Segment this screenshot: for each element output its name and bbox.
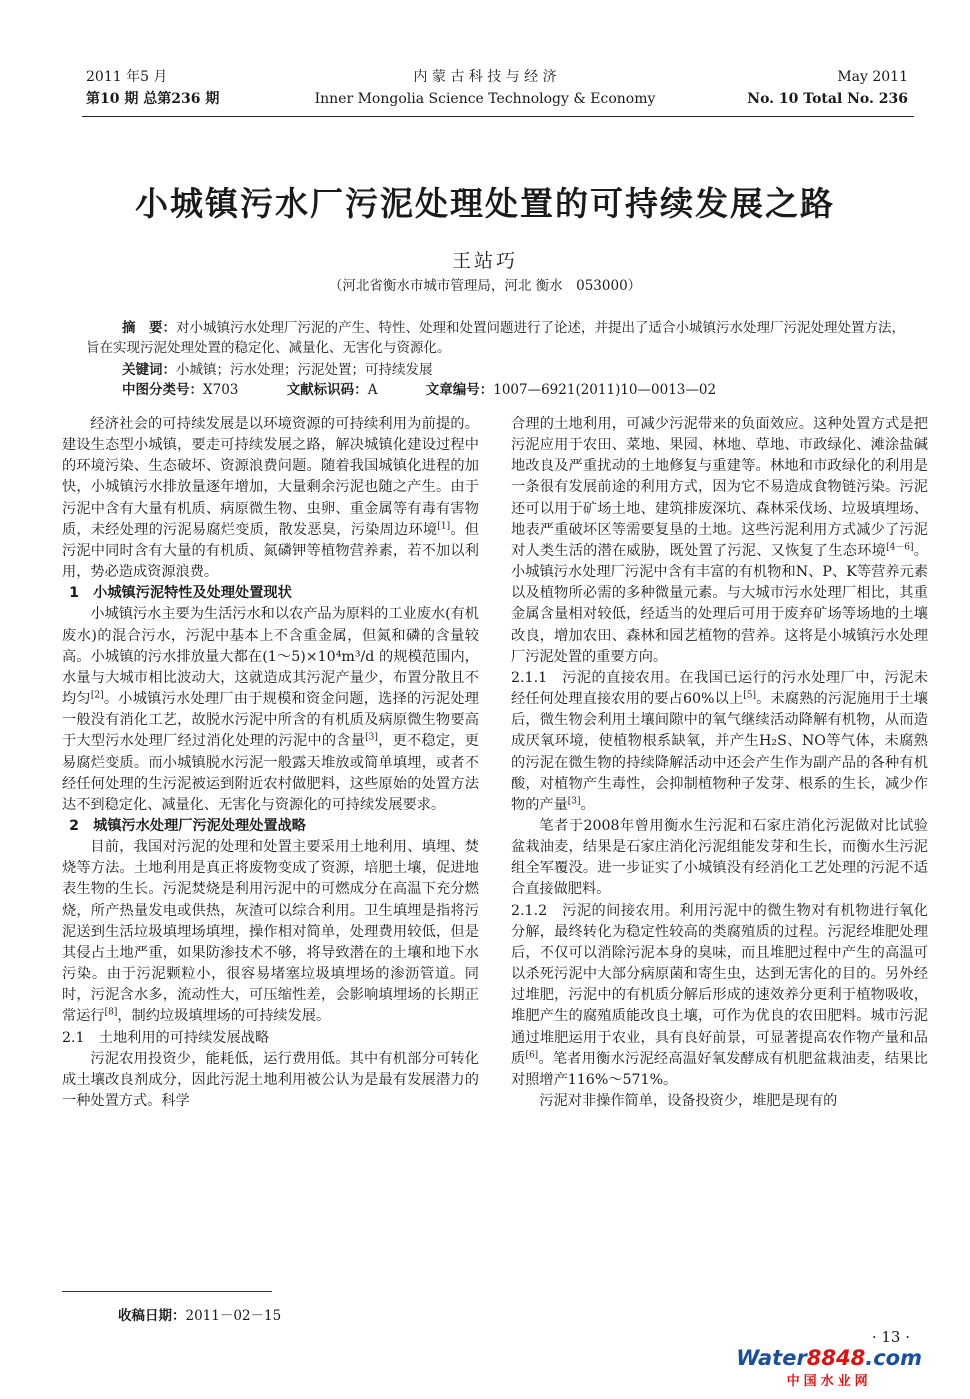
citation: [8] <box>104 1007 118 1018</box>
article-affiliation: （河北省衡水市城市管理局，河北 衡水 053000） <box>328 278 642 294</box>
header-journal-en: Inner Mongolia Science Technology & Economy <box>314 91 656 107</box>
keywords <box>86 360 908 380</box>
keywords-label: 关键词： <box>122 362 176 378</box>
paragraph: 合理的土地利用，可减少污泥带来的负面效应。这种处置方式是把污泥应用于农田、菜地、果园、林地、草地、市政绿化、滩涂盐碱地改良及严重扰动的土地修复与重建等。林地和市政绿化的利用是一条很有发展前途的利用方式，因为它不易造成食物链污染。污泥还可以用于矿场土地、建筑排废深坑、森林采伐场、垃圾填埋场、地表严重破坏区等需要复垦的土地。这些污泥利用方式减少了污泥对人类生活的潜在威胁，既处置了污泥、又恢复了生态环境[4－6]。小城镇污水处理厂污泥中含有丰富的有机物和N、P、K等营养元素以及植物所必需的多种微量元素。与大城市污水处理厂相比，其重金属含量相对较低，经适当的处理后可用于废弃矿场等场地的土壤改良，增加农田、森林和园艺植物的营养。这将是小城镇污水处理厂污泥处置的重要方向。 <box>511 416 928 665</box>
doc-code-label: 文献标识码： <box>286 382 368 398</box>
paragraph: 目前，我国对污泥的处理和处置主要采用土地利用、填埋、焚烧等方法。土地利用是真正将废物变成了资源，培肥土壤，促进地表生物的生长。污泥焚烧是利用污泥中的可燃成分在高温下充分燃烧，所产热量发电或供热，灰渣可以综合利用。卫生填埋是指将污泥送到生活垃圾填埋场填埋，操作相对简单，处理费用较低，但是其侵占土地严重，如果防渗技术不够，将导致潜在的土壤和地下水污染。由于污泥颗粒小，很容易堵塞垃圾填埋场的渗沥管道。同时，污泥含水多，流动性大，可压缩性差，会影响填埋场的长期正常运行[8]，制约垃圾填埋场的可持续发展。 <box>62 839 479 1025</box>
header-date-en: May 2011 <box>837 69 908 85</box>
article-author: 王站巧 <box>451 250 518 272</box>
subsection-number: 2.1.2 <box>511 902 548 919</box>
paragraph: 笔者于2008年曾用衡水生污泥和石家庄消化污泥做对比试验盆栽油麦，结果是石家庄消化污泥组能发芽和生长，而衡水生污泥组全军覆没。进一步证实了小城镇没有经消化工艺处理的污泥不适合直接做肥料。 <box>511 817 928 898</box>
paragraph: 小城镇污水主要为生活污水和以农产品为原料的工业废水(有机废水)的混合污水，污泥中基本上不含重金属，但氮和磷的含量较高。小城镇的污水排放量大都在(1～5)×10⁴m³/d 的规模范围内，水量与大城市相比波动大，这就造成其污泥产量少，布置分散且不均匀[2]。小城镇污水处理厂由于规模和资金问题，选择的污泥处理一般没有消化工艺，故脱水污泥中所含的有机质及病原微生物要高于大型污水处理厂经过消化处理的污泥中的含量[3]，更不稳定，更易腐烂变质。而小城镇脱水污泥一般露天堆放或简单填埋，或者不经任何处理的生污泥被运到附近农村做肥料，这些原始的处置方法达不到稳定化、减量化、无害化与资源化的可持续发展要求。 <box>62 606 479 813</box>
watermark-logo: Water8848.com 中国水业网 <box>736 1346 922 1389</box>
citation: [6] <box>525 1049 539 1060</box>
subsection-heading-2-1: 2.1 土地利用的可持续发展战略 <box>62 1029 270 1046</box>
citation: [2] <box>90 690 104 701</box>
abstract <box>86 318 908 358</box>
footnote-divider <box>62 1291 272 1292</box>
citation: [5] <box>743 690 757 701</box>
paragraph: 经济社会的可持续发展是以环境资源的可持续利用为前提的。建设生态型小城镇，要走可持续发展之路，解决城镇化建设过程中的环境污染、生态破坏、资源浪费问题。随着我国城镇化进程的加快，小城镇污水排放量逐年增加，大量剩余污泥也随之产生。由于污泥中含有大量有机质、病原微生物、虫卵、重金属等有毒有害物质，未经处理的污泥易腐烂变质，散发恶臭，污染周边环境[1]。但污泥中同时含有大量的有机质、氮磷钾等植物营养素，若不加以利用，势必造成资源浪费。 <box>62 416 479 581</box>
subsection-number: 2.1.1 <box>511 669 548 686</box>
doc-code-value: A <box>367 382 378 398</box>
citation: [4－6] <box>886 542 914 553</box>
classification-line <box>86 380 908 400</box>
paragraph: 污泥农用投资少，能耗低，运行费用低。其中有机部分可转化成土壤改良剂成分，因此污泥土地利用被公认为是最有发展潜力的一种处置方式。科学 <box>62 1050 479 1109</box>
section-heading-1: 1 小城镇污泥特性及处理处置现状 <box>69 585 292 602</box>
citation: [3] <box>567 796 581 807</box>
header-journal-cn: 内 蒙 古 科 技 与 经 济 <box>413 69 557 85</box>
abstract-text: 对小城镇污水处理厂污泥的产生、特性、处理和处置问题进行了论述，并提出了适合小城镇污水处理厂污泥处理处置方法，旨在实现污泥处理处置的稳定化、减量化、无害化与资源化。 <box>86 320 905 356</box>
header-divider <box>82 116 914 117</box>
page-number: · 13 · <box>871 1328 910 1346</box>
subsection-2-1-2: 2.1.2 污泥的间接农用。利用污泥中的微生物对有机物进行氧化分解，最终转化为稳定性较高的类腐殖质的过程。污泥经堆肥处理后，不仅可以消除污泥本身的臭味，而且堆肥过程中产生的高温可以杀死污泥中大部分病原菌和寄生虫，达到无害化的目的。另外经过堆肥，污泥中的有机质分解后形成的速效养分更利于植物吸收，堆肥产生的腐殖质能改良土壤，可作为优良的农田肥料。城市污泥通过堆肥运用于农业，具有良好前景，可显著提高农作物产量和品质[6]。笔者用衡水污泥经高温好氧发酵成有机肥盆栽油麦，结果比对照增产116%～571%。 <box>511 902 928 1088</box>
article-title: 小城镇污水厂污泥处理处置的可持续发展之路 <box>135 184 835 223</box>
section-heading-2: 2 城镇污水处理厂污泥处理处置战略 <box>69 817 306 834</box>
clc-label: 中图分类号： <box>122 382 203 398</box>
header-issue-cn: 第10 期 总第236 期 <box>86 91 220 107</box>
abstract-label: 摘 要： <box>122 320 176 336</box>
header-date-cn: 2011 年5 月 <box>86 69 168 85</box>
body-column-left <box>62 414 479 1112</box>
received-date <box>118 1304 281 1324</box>
article-no-label: 文章编号： <box>425 382 494 398</box>
citation: [3] <box>365 732 378 743</box>
watermark-cn: 中国水业网 <box>786 1374 872 1389</box>
article-no-value: 1007—6921(2011)10—0013—02 <box>493 382 717 398</box>
received-label: 收稿日期： <box>118 1308 186 1324</box>
header-right <box>747 66 908 110</box>
header-left <box>86 66 219 110</box>
received-value: 2011－02－15 <box>185 1308 282 1324</box>
header-issue-en: No. 10 Total No. 236 <box>747 91 908 107</box>
paragraph: 污泥对非操作简单，设备投资少，堆肥是现有的 <box>539 1093 838 1109</box>
header-center <box>300 66 670 110</box>
citation: [1] <box>437 521 451 532</box>
subsection-2-1-1: 2.1.1 污泥的直接农用。在我国已运行的污水处理厂中，污泥未经任何处理直接农用的要占60%以上[5]。未腐熟的污泥施用于土壤后，微生物会利用土壤间隙中的氧气继续活动降解有机物，从而造成厌氧环境，使植物根系缺氧，并产生H₂S、NO等气体，未腐熟的污泥在微生物的持续降解活动中还会产生作为副产品的各种有机酸，对植物产生毒性，会抑制植物种子发芽、根系的生长，减少作物的产量[3]。 <box>511 669 928 813</box>
body-column-right <box>511 414 928 1112</box>
clc-value: X703 <box>203 382 239 398</box>
keywords-text: 小城镇；污水处理；污泥处置；可持续发展 <box>176 362 433 378</box>
